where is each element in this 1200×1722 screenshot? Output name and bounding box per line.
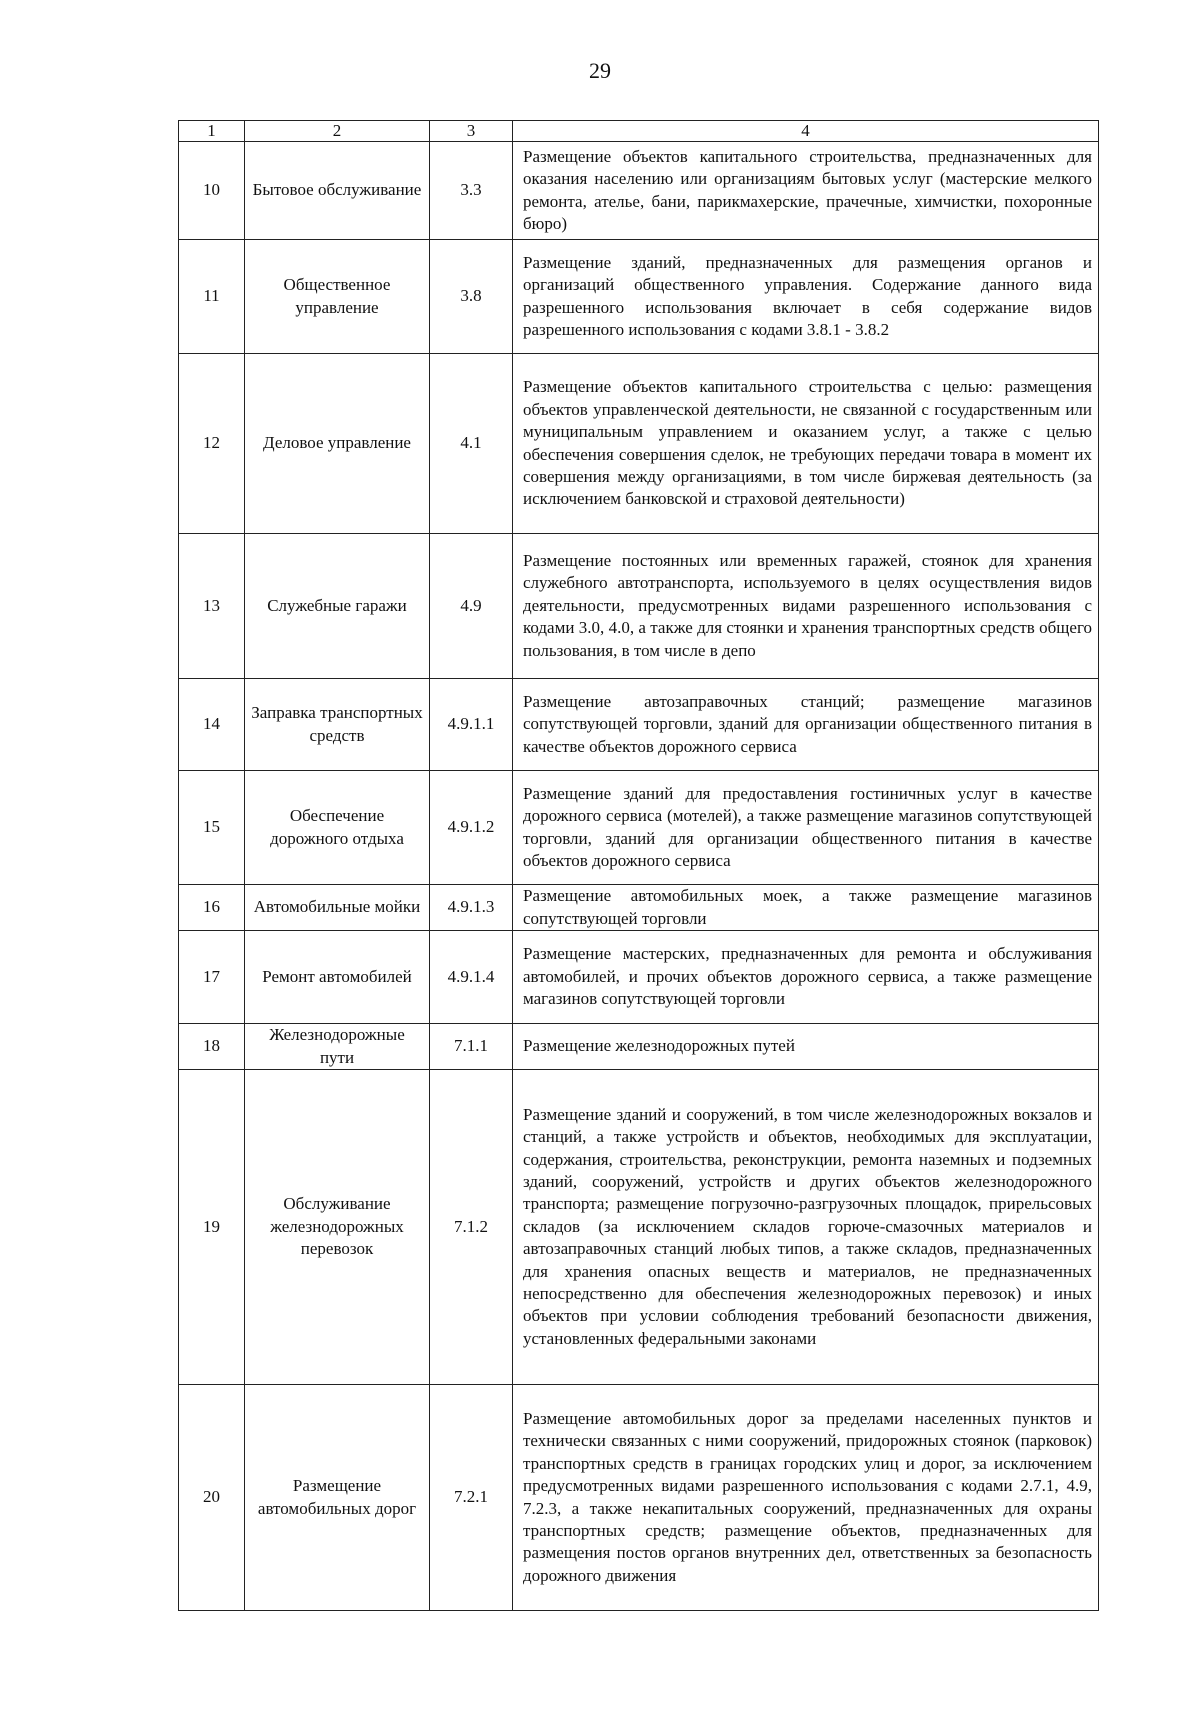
use-description: Размещение мастерских, предназначенных для ремонта и обслуживания автомобилей, и прочих объектов дорожного сервиса, а также размещение магазинов сопутствующей торговли xyxy=(513,931,1099,1024)
table-row xyxy=(179,240,1099,354)
row-number: 10 xyxy=(179,142,245,240)
use-description: Размещение железнодорожных путей xyxy=(513,1024,1099,1070)
use-description: Размещение автомобильных дорог за пределами населенных пунктов и технически связанных с ними сооружений, придорожных стоянок (парковок) транспортных средств в границах городских улиц и дорог, за исключением предусмотренных видами разрешенного использования с кодами 2.7.1, 4.9, 7.2.3, а также некапитальных сооружений, предназначенных для охраны транспортных средств; размещение объектов, предназначенных для размещения постов органов внутренних дел, ответственных за безопасность дорожного движения xyxy=(513,1385,1099,1611)
use-description: Размещение автозаправочных станций; размещение магазинов сопутствующей торговли, зданий для организации общественного питания в качестве объектов дорожного сервиса xyxy=(513,679,1099,771)
table-row xyxy=(179,534,1099,679)
row-number: 11 xyxy=(179,240,245,354)
header-col-1: 1 xyxy=(179,121,245,142)
use-description: Размещение автомобильных моек, а также размещение магазинов сопутствующей торговли xyxy=(513,885,1099,931)
use-name: Общественное управление xyxy=(245,240,430,354)
use-code: 4.9.1.3 xyxy=(430,885,513,931)
use-code: 7.1.1 xyxy=(430,1024,513,1070)
use-name: Обеспечение дорожного отдыха xyxy=(245,771,430,885)
use-code: 3.8 xyxy=(430,240,513,354)
row-number: 19 xyxy=(179,1070,245,1385)
row-number: 20 xyxy=(179,1385,245,1611)
use-description: Размещение объектов капитального строительства с целью: размещения объектов управленческой деятельности, не связанной с государственным или муниципальным управлением и оказанием услуг, а также с целью обеспечения совершения сделок, не требующих передачи товара в момент их совершения между организациями, в том числе биржевая деятельность (за исключением банковской и страховой деятельности) xyxy=(513,354,1099,534)
table-row xyxy=(179,354,1099,534)
table-row xyxy=(179,1070,1099,1385)
use-code: 4.9.1.4 xyxy=(430,931,513,1024)
table-row xyxy=(179,931,1099,1024)
header-col-4: 4 xyxy=(513,121,1099,142)
use-code: 3.3 xyxy=(430,142,513,240)
use-name: Заправка транспортных средств xyxy=(245,679,430,771)
table-row xyxy=(179,1385,1099,1611)
row-number: 16 xyxy=(179,885,245,931)
row-number: 18 xyxy=(179,1024,245,1070)
use-description: Размещение зданий, предназначенных для размещения органов и организаций общественного управления. Содержание данного вида разрешенного использования включает в себя содержание видов разрешенного использования с кодами 3.8.1 - 3.8.2 xyxy=(513,240,1099,354)
table-body xyxy=(179,142,1099,1611)
page-number: 29 xyxy=(589,58,611,83)
use-name: Автомобильные мойки xyxy=(245,885,430,931)
use-code: 4.9.1.1 xyxy=(430,679,513,771)
header-col-3: 3 xyxy=(430,121,513,142)
header-col-2: 2 xyxy=(245,121,430,142)
use-description: Размещение зданий и сооружений, в том числе железнодорожных вокзалов и станций, а также устройств и объектов, необходимых для эксплуатации, содержания, строительства, реконструкции, ремонта наземных и подземных зданий, сооружений, устройств и других объектов железнодорожного транспорта; размещение погрузочно-разгрузочных площадок, прирельсовых складов (за исключением складов горюче-смазочных материалов и автозаправочных станций любых типов, а также складов, предназначенных для хранения опасных веществ и материалов, не предназначенных непосредственно для обеспечения железнодорожных перевозок) и иных объектов при условии соблюдения требований безопасности движения, установленных федеральными законами xyxy=(513,1070,1099,1385)
row-number: 17 xyxy=(179,931,245,1024)
use-name: Служебные гаражи xyxy=(245,534,430,679)
use-name: Бытовое обслуживание xyxy=(245,142,430,240)
header-row xyxy=(179,121,1099,142)
use-name: Размещение автомобильных дорог xyxy=(245,1385,430,1611)
land-use-table xyxy=(178,120,1099,1611)
use-code: 4.9.1.2 xyxy=(430,771,513,885)
use-code: 7.1.2 xyxy=(430,1070,513,1385)
use-name: Обслуживание железнодорожных перевозок xyxy=(245,1070,430,1385)
use-name: Деловое управление xyxy=(245,354,430,534)
table-row xyxy=(179,885,1099,931)
use-code: 4.9 xyxy=(430,534,513,679)
use-name: Железнодорожные пути xyxy=(245,1024,430,1070)
use-name: Ремонт автомобилей xyxy=(245,931,430,1024)
table-row xyxy=(179,142,1099,240)
row-number: 13 xyxy=(179,534,245,679)
row-number: 12 xyxy=(179,354,245,534)
use-description: Размещение постоянных или временных гаражей, стоянок для хранения служебного автотранспорта, используемого в целях осуществления видов деятельности, предусмотренных видами разрешенного использования с кодами 3.0, 4.0, а также для стоянки и хранения транспортных средств общего пользования, в том числе в депо xyxy=(513,534,1099,679)
table-row xyxy=(179,679,1099,771)
row-number: 14 xyxy=(179,679,245,771)
use-description: Размещение объектов капитального строительства, предназначенных для оказания населению или организациям бытовых услуг (мастерские мелкого ремонта, ателье, бани, парикмахерские, прачечные, химчистки, похоронные бюро) xyxy=(513,142,1099,240)
table-header xyxy=(179,121,1099,142)
use-code: 7.2.1 xyxy=(430,1385,513,1611)
table-row xyxy=(179,1024,1099,1070)
use-description: Размещение зданий для предоставления гостиничных услуг в качестве дорожного сервиса (мотелей), а также размещение магазинов сопутствующей торговли, зданий для организации общественного питания в качестве объектов дорожного сервиса xyxy=(513,771,1099,885)
use-code: 4.1 xyxy=(430,354,513,534)
table-row xyxy=(179,771,1099,885)
row-number: 15 xyxy=(179,771,245,885)
